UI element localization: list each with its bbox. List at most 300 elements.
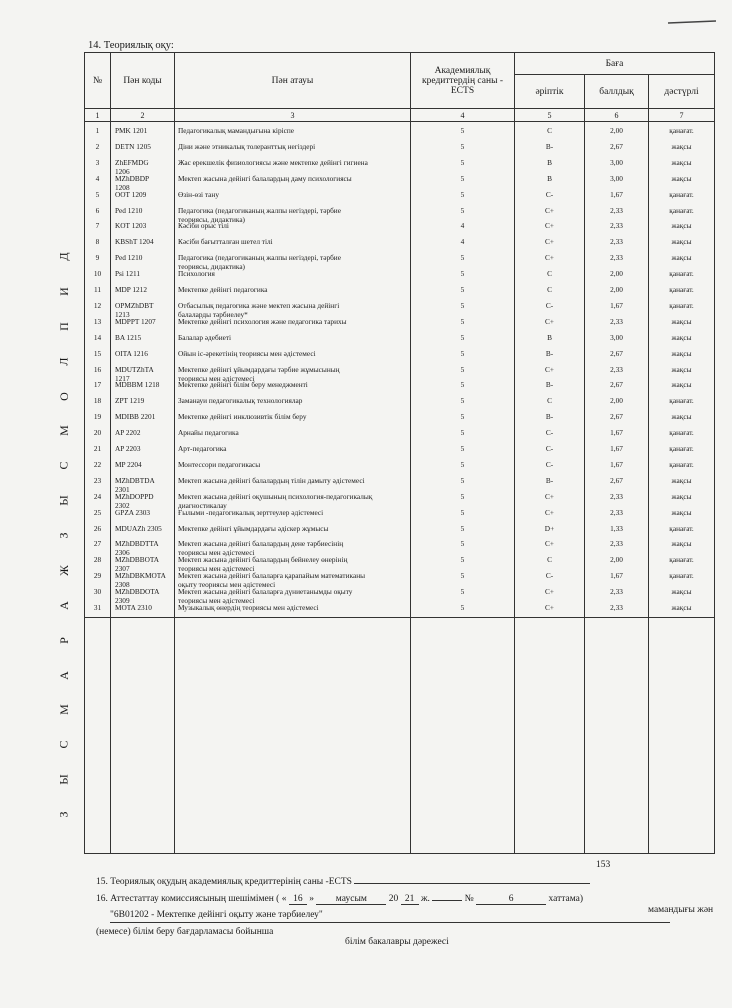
row-credits-cell <box>411 444 514 453</box>
row-code-text: MZhDOPPD <box>115 491 154 501</box>
row-trad-text: қанағат. <box>669 523 694 533</box>
row-trad-text: қанағат. <box>669 126 694 135</box>
row-code-cell <box>111 206 174 215</box>
row-letter-text: C+ <box>545 364 554 374</box>
row-name-text: Мектепке дейінгі педагогика <box>178 285 268 294</box>
row-trad-text: жақсы <box>671 237 692 247</box>
row-credits-text: 5 <box>460 412 465 422</box>
row-trad-cell <box>649 174 714 183</box>
empty-cell <box>515 618 585 854</box>
row-letter-cell <box>515 444 584 453</box>
row-code-text: MDP 1212 <box>115 285 147 294</box>
vertical-diploma-supplement-text <box>50 250 78 820</box>
row-trad-cell <box>649 158 714 167</box>
row-trad-text: жақсы <box>671 587 692 597</box>
row-name-cell <box>175 603 410 612</box>
row-letter-text: C+ <box>545 539 554 549</box>
row-credits-cell <box>411 603 514 612</box>
row-letter-cell <box>515 524 584 533</box>
row-code-cell <box>111 285 174 294</box>
header-code: Пән коды <box>111 53 175 109</box>
row-code-text: AP 2203 <box>115 444 141 453</box>
row-n-text: 8 <box>95 237 100 247</box>
row-points-text: 3,00 <box>610 173 623 183</box>
row-code-text: MZhDBDP <box>115 173 150 183</box>
empty-cell <box>85 618 111 854</box>
row-code-cell <box>111 237 174 246</box>
row-points-text: 2,67 <box>610 475 623 485</box>
row-credits-cell <box>411 174 514 183</box>
column-number: 6 <box>585 109 649 122</box>
row-code-text: PMK 1201 <box>115 126 148 135</box>
row-code-text: MZhDBTDA <box>115 475 155 485</box>
row-letter-cell <box>515 539 584 548</box>
row-trad-cell <box>649 539 714 548</box>
row-points-cell <box>585 349 648 358</box>
row-points-text: 2,33 <box>610 603 623 612</box>
row-credits-cell <box>411 380 514 389</box>
row-letter-cell <box>515 206 584 215</box>
row-n-text: 30 <box>93 587 102 597</box>
row-credits-text: 5 <box>460 475 465 485</box>
row-letter-text: C+ <box>545 316 554 326</box>
row-trad-cell <box>649 349 714 358</box>
row-n-text: 18 <box>93 396 102 406</box>
row-credits-text: 5 <box>460 157 465 167</box>
row-letter-cell <box>515 221 584 230</box>
row-points-cell <box>585 460 648 469</box>
row-points-text: 3,00 <box>610 157 623 167</box>
row-code-text: 1208 <box>115 182 130 192</box>
row-n-cell <box>85 190 110 199</box>
row-letter-cell <box>515 142 584 151</box>
row-letter-text: C- <box>545 571 554 581</box>
row-trad-cell <box>649 380 714 389</box>
row-n-text: 10 <box>93 269 102 279</box>
row-code-text: ZhEFMDG <box>115 157 149 167</box>
header-traditional: дәстүрлі <box>649 75 715 109</box>
row-trad-text: қанағат. <box>669 300 694 310</box>
row-n-text: 1 <box>95 126 100 135</box>
row-code-text: 2308 <box>115 580 130 590</box>
row-n-cell <box>85 460 110 469</box>
row-n-text: 3 <box>95 157 100 167</box>
row-trad-text: қанағат. <box>669 571 694 581</box>
vertical-letter: С <box>56 460 71 470</box>
column-number-row <box>85 109 715 122</box>
row-credits-cell <box>411 142 514 151</box>
row-letter-text: C+ <box>545 491 554 501</box>
row-trad-cell <box>649 460 714 469</box>
row-credits-cell <box>411 492 514 501</box>
row-trad-cell <box>649 444 714 453</box>
row-trad-cell <box>649 555 714 564</box>
row-code-cell <box>111 444 174 453</box>
row-name-cell <box>175 380 410 389</box>
row-credits-cell <box>411 269 514 278</box>
row-code-cell <box>111 126 174 135</box>
row-trad-cell <box>649 317 714 326</box>
row-points-cell <box>585 539 648 548</box>
row-code-text: DETN 1205 <box>115 141 151 151</box>
row-trad-text: жақсы <box>671 507 692 517</box>
row-name-cell <box>175 396 410 405</box>
row-code-text: MZhDBKMOTA <box>115 571 166 581</box>
row-points-cell <box>585 571 648 580</box>
row-n-cell <box>85 508 110 517</box>
row-letter-text: C <box>547 555 552 565</box>
row-points-cell <box>585 285 648 294</box>
row-trad-cell <box>649 333 714 342</box>
row-credits-text: 5 <box>460 603 465 612</box>
row-letter-cell <box>515 571 584 580</box>
row-code-text: 1213 <box>115 309 130 319</box>
row-n-cell <box>85 571 110 580</box>
row-trad-cell <box>649 190 714 199</box>
row-code-cell <box>111 333 174 342</box>
row-n-cell <box>85 317 110 326</box>
row-code-text: MZhDBBOTA <box>115 555 160 565</box>
row-trad-cell <box>649 396 714 405</box>
row-n-text: 24 <box>93 491 102 501</box>
row-trad-text: жақсы <box>671 141 692 151</box>
row-code-text: OITA 1216 <box>115 348 148 358</box>
row-trad-text: жақсы <box>671 332 692 342</box>
row-letter-cell <box>515 508 584 517</box>
num-column <box>85 122 111 618</box>
commission-blank <box>432 900 462 901</box>
row-code-text: MP 2204 <box>115 459 142 469</box>
row-name-text: Педагогика (педагогиканың жалпы негіздері, тәрбие <box>178 205 341 215</box>
bachelor-degree: білім бакалавры дәрежесі <box>345 937 449 947</box>
row-letter-cell <box>515 126 584 135</box>
row-trad-text: жақсы <box>671 253 692 263</box>
row-n-cell <box>85 237 110 246</box>
row-n-cell <box>85 206 110 215</box>
row-code-cell <box>111 142 174 151</box>
row-trad-cell <box>649 476 714 485</box>
row-credits-cell <box>411 571 514 580</box>
row-name-cell <box>175 269 410 278</box>
row-points-text: 1,67 <box>610 300 623 310</box>
row-letter-text: C <box>547 269 552 279</box>
row-points-cell <box>585 508 648 517</box>
row-code-text: MDUTZhTA <box>115 364 154 374</box>
row-points-cell <box>585 555 648 564</box>
row-credits-text: 5 <box>460 348 465 358</box>
vertical-letter: З <box>56 531 71 539</box>
protocol-no-label: № <box>464 894 474 904</box>
letter-column <box>515 122 585 618</box>
row-name-text: Заманауи педагогикалық технологиялар <box>178 396 303 406</box>
row-name-text: балаларды тәрбиелеу* <box>178 309 248 319</box>
row-trad-cell <box>649 206 714 215</box>
row-name-text: теориясы мен әдістемесі <box>178 564 255 574</box>
row-n-text: 13 <box>93 316 102 326</box>
row-credits-text: 5 <box>460 459 465 469</box>
row-points-cell <box>585 333 648 342</box>
row-points-cell <box>585 476 648 485</box>
row-points-cell <box>585 524 648 533</box>
row-trad-cell <box>649 237 714 246</box>
row-n-text: 6 <box>95 205 100 215</box>
row-trad-cell <box>649 221 714 230</box>
row-name-cell <box>175 444 410 453</box>
row-name-text: Музыкалық өнердің теориясы мен әдістемесі <box>178 603 319 612</box>
commission-year-prefix: 20 <box>388 894 399 904</box>
row-code-text: OOT 1209 <box>115 189 147 199</box>
row-name-text: Ғылыми -педагогикалық зерттеулер әдістемесі <box>178 507 324 517</box>
row-points-text: 2,33 <box>610 507 623 517</box>
row-points-text: 3,00 <box>610 332 623 342</box>
vertical-letter: Ж <box>56 563 71 576</box>
row-letter-text: C- <box>545 189 554 199</box>
row-code-text: 2301 <box>115 484 130 494</box>
row-points-text: 2,33 <box>610 205 623 215</box>
row-points-text: 2,67 <box>610 412 623 422</box>
row-name-cell <box>175 476 410 485</box>
row-letter-text: C- <box>545 300 554 310</box>
row-points-cell <box>585 221 648 230</box>
row-points-text: 1,67 <box>610 189 623 199</box>
row-trad-text: қанағат. <box>669 269 694 279</box>
row-code-text: KOT 1203 <box>115 221 147 231</box>
row-n-cell <box>85 333 110 342</box>
row-trad-text: қанағат. <box>669 555 694 565</box>
row-credits-text: 5 <box>460 285 465 294</box>
row-credits-cell <box>411 428 514 437</box>
row-letter-cell <box>515 380 584 389</box>
row-n-cell <box>85 476 110 485</box>
row-points-text: 2,33 <box>610 253 623 263</box>
row-name-text: Психология <box>178 269 215 279</box>
commission-day: 16 <box>289 894 307 905</box>
row-code-text: 1217 <box>115 373 130 383</box>
row-points-text: 1,67 <box>610 444 623 453</box>
row-credits-cell <box>411 333 514 342</box>
row-credits-cell <box>411 285 514 294</box>
protocol-no: 6 <box>476 894 546 905</box>
row-n-text: 27 <box>93 539 102 549</box>
row-letter-text: C+ <box>545 253 554 263</box>
row-code-cell <box>111 428 174 437</box>
row-trad-text: қанағат. <box>669 189 694 199</box>
row-letter-text: B <box>547 332 552 342</box>
row-points-text: 2,33 <box>610 221 623 231</box>
row-letter-cell <box>515 158 584 167</box>
row-name-cell <box>175 126 410 135</box>
row-n-text: 22 <box>93 459 102 469</box>
row-trad-cell <box>649 412 714 421</box>
row-points-cell <box>585 237 648 246</box>
row-n-text: 17 <box>93 380 102 390</box>
row-trad-cell <box>649 571 714 580</box>
vertical-letter: М <box>56 424 71 437</box>
row-n-cell <box>85 174 110 183</box>
row-points-text: 2,33 <box>610 316 623 326</box>
corner-scan-marks <box>660 14 720 24</box>
commission-year-suffix: ж. <box>420 894 430 904</box>
row-letter-text: C <box>547 126 552 135</box>
row-name-text: Монтессори педагогикасы <box>178 459 261 469</box>
header-grade: Баға <box>515 53 715 75</box>
row-name-text: Арт-педагогика <box>178 444 227 453</box>
row-letter-text: C- <box>545 428 554 438</box>
vertical-letter: Ы <box>57 494 71 506</box>
row-code-text: KBShT 1204 <box>115 237 154 247</box>
row-credits-cell <box>411 221 514 230</box>
row-trad-cell <box>649 508 714 517</box>
row-points-cell <box>585 396 648 405</box>
row-credits-text: 5 <box>460 189 465 199</box>
row-letter-text: C+ <box>545 587 554 597</box>
row-credits-text: 5 <box>460 380 465 390</box>
row-code-text: 2306 <box>115 548 130 558</box>
row-code-text: AP 2202 <box>115 428 141 438</box>
row-credits-text: 5 <box>460 253 465 263</box>
row-name-text: Кәсіби бағытталған шетел тілі <box>178 237 273 247</box>
row-n-text: 4 <box>95 173 100 183</box>
row-letter-cell <box>515 460 584 469</box>
row-trad-text: қанағат. <box>669 444 694 453</box>
vertical-letter: Л <box>56 356 71 366</box>
row-name-text: теориясы, дидактика) <box>178 214 245 224</box>
row-code-text: 2309 <box>115 596 130 606</box>
row-name-cell <box>175 142 410 151</box>
row-code-text: Ped 1210 <box>115 205 143 215</box>
vertical-letter: П <box>56 320 71 331</box>
row-n-text: 14 <box>93 332 102 342</box>
row-code-text: MDUAZh 2305 <box>115 523 162 533</box>
row-points-cell <box>585 380 648 389</box>
row-letter-text: C+ <box>545 603 554 612</box>
row-trad-text: жақсы <box>671 316 692 326</box>
row-points-cell <box>585 142 648 151</box>
row-n-cell <box>85 221 110 230</box>
row-letter-text: C+ <box>545 507 554 517</box>
row-name-text: теориясы мен әдістемесі <box>178 373 255 383</box>
row-letter-text: B- <box>545 141 554 151</box>
row-code-cell <box>111 603 174 612</box>
row-n-cell <box>85 587 110 596</box>
row-trad-text: жақсы <box>671 364 692 374</box>
row-points-cell <box>585 444 648 453</box>
row-letter-cell <box>515 269 584 278</box>
row-name-text: Мектеп жасына дейінгі оқушының психология-педагогикалық <box>178 491 373 501</box>
row-name-cell <box>175 174 410 183</box>
row-n-cell <box>85 142 110 151</box>
row-trad-text: жақсы <box>671 491 692 501</box>
row-code-text: MZhDBDOTA <box>115 587 160 597</box>
row-name-text: теориясы, дидактика) <box>178 262 245 272</box>
row-points-cell <box>585 269 648 278</box>
row-trad-cell <box>649 253 714 262</box>
row-name-text: Отбасылық педагогика және мектеп жасына дейінгі <box>178 300 340 310</box>
row-n-text: 29 <box>93 571 102 581</box>
row-points-text: 2,33 <box>610 237 623 247</box>
row-trad-text: жақсы <box>671 475 692 485</box>
row-credits-text: 5 <box>460 316 465 326</box>
row-name-text: Діни және этникалық толеранттық негіздері <box>178 141 316 151</box>
row-letter-text: C+ <box>545 205 554 215</box>
row-code-cell <box>111 412 174 421</box>
row-n-text: 16 <box>93 364 102 374</box>
row-letter-text: C- <box>545 444 554 453</box>
commission-prefix: 16. Аттестаттау комиссиясының шешімімен ( « <box>96 894 287 904</box>
row-credits-text: 5 <box>460 571 465 581</box>
row-name-text: Мектепке дейінгі білім беру менеджменті <box>178 380 308 390</box>
row-name-cell <box>175 333 410 342</box>
row-trad-cell <box>649 365 714 374</box>
vertical-letter: О <box>56 390 71 401</box>
row-name-cell <box>175 460 410 469</box>
row-points-text: 2,00 <box>610 396 623 406</box>
row-trad-text: жақсы <box>671 221 692 231</box>
row-code-cell <box>111 508 174 517</box>
row-n-cell <box>85 555 110 564</box>
row-code-text: MZhDBDTTA <box>115 539 159 549</box>
column-number: 3 <box>175 109 411 122</box>
row-trad-cell <box>649 126 714 135</box>
empty-cell <box>649 618 715 854</box>
row-letter-cell <box>515 349 584 358</box>
row-points-cell <box>585 412 648 421</box>
row-letter-cell <box>515 603 584 612</box>
row-name-text: оқыту теориясы мен әдістемесі <box>178 580 276 590</box>
row-points-cell <box>585 206 648 215</box>
row-credits-text: 5 <box>460 364 465 374</box>
row-code-text: MDIBB 2201 <box>115 412 156 422</box>
column-number: 4 <box>411 109 515 122</box>
footer-credits-label: 15. Теориялық оқудың академиялық кредиттерінің саны -ECTS <box>96 877 352 887</box>
row-code-text: OPMZhDBT <box>115 300 154 310</box>
points-column <box>585 122 649 618</box>
row-n-cell <box>85 253 110 262</box>
row-trad-text: жақсы <box>671 173 692 183</box>
commission-month: маусым <box>316 894 386 905</box>
row-credits-cell <box>411 508 514 517</box>
row-n-cell <box>85 444 110 453</box>
row-points-text: 2,67 <box>610 380 623 390</box>
row-letter-text: C- <box>545 459 554 469</box>
row-letter-text: D+ <box>544 523 555 533</box>
row-credits-text: 5 <box>460 539 465 549</box>
footer-credits-line <box>96 877 590 887</box>
row-credits-text: 5 <box>460 491 465 501</box>
row-name-cell <box>175 285 410 294</box>
row-name-cell <box>175 508 410 517</box>
row-credits-text: 5 <box>460 173 465 183</box>
row-code-cell <box>111 349 174 358</box>
row-n-cell <box>85 428 110 437</box>
row-letter-cell <box>515 301 584 310</box>
row-name-text: Мектеп жасына дейінгі балалардың тілін дамыту әдістемесі <box>178 475 365 485</box>
row-credits-cell <box>411 460 514 469</box>
row-name-text: теориясы мен әдістемесі <box>178 596 255 606</box>
row-code-text: 2307 <box>115 564 130 574</box>
row-letter-cell <box>515 492 584 501</box>
empty-cell <box>175 618 411 854</box>
row-trad-cell <box>649 142 714 151</box>
row-trad-text: қанағат. <box>669 428 694 438</box>
row-trad-text: жақсы <box>671 157 692 167</box>
row-code-text: Psi 1211 <box>115 269 141 279</box>
row-n-cell <box>85 301 110 310</box>
row-letter-cell <box>515 253 584 262</box>
row-code-text: GPZA 2303 <box>115 507 151 517</box>
traditional-column <box>649 122 715 618</box>
row-points-cell <box>585 603 648 612</box>
